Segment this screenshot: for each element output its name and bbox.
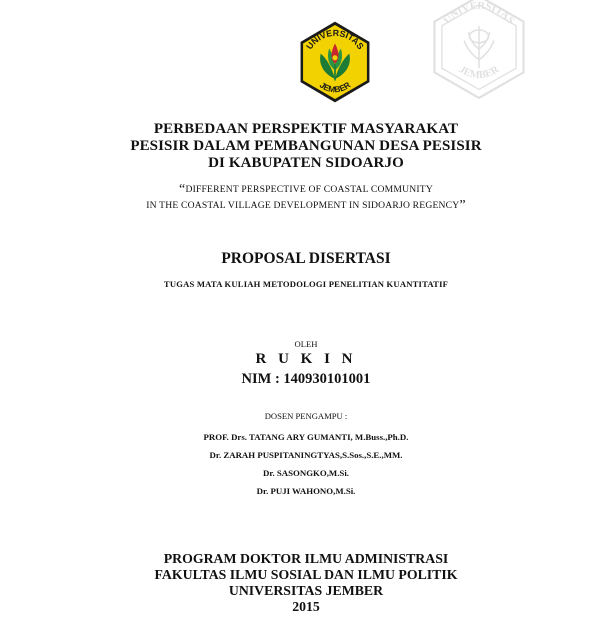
institution-line: FAKULTAS ILMU SOSIAL DAN ILMU POLITIK: [154, 567, 458, 582]
title-line: PERBEDAAN PERSPEKTIF MASYARAKAT: [153, 121, 459, 137]
english-title-line: DIFFERENT PERSPECTIVE OF COASTAL COMMUNITY: [185, 184, 433, 195]
supervisors-list: [0, 428, 612, 500]
supervisor-name: Dr. ZARAH PUSPITANINGTYAS,S.Sos.,S.E.,MM.: [209, 450, 403, 460]
open-quote: “: [179, 182, 186, 197]
year: 2015: [292, 599, 320, 614]
supervisor-name: PROF. Drs. TATANG ARY GUMANTI, M.Buss.,Ph.D.: [203, 432, 409, 442]
english-title-line: IN THE COASTAL VILLAGE DEVELOPMENT IN SIDOARJO REGENCY: [146, 200, 460, 211]
logo-bottom-text: JEMBER: [317, 79, 353, 95]
title-line: PESISIR DALAM PEMBANGUNAN DESA PESISIR: [130, 138, 482, 154]
english-title: [0, 182, 612, 214]
svg-text:UNIVERSITAS: [442, 1, 516, 27]
close-quote: ”: [459, 198, 466, 213]
proposal-heading: PROPOSAL DISERTASI: [221, 250, 391, 267]
author-nim: NIM : 140930101001: [241, 371, 371, 387]
university-seal-watermark: [426, 0, 532, 100]
supervisor-name: Dr. SASONGKO,M.Si.: [263, 468, 349, 478]
supervisor-name: Dr. PUJI WAHONO,M.Si.: [256, 486, 356, 496]
university-logo: [292, 20, 378, 104]
supervisors-label: DOSEN PENGAMPU :: [264, 411, 348, 421]
institution-block: [0, 551, 612, 615]
watermark-bottom-text: JEMBER: [456, 64, 502, 82]
assignment-line: TUGAS MATA KULIAH METODOLOGI PENELITIAN KUANTITATIF: [163, 279, 449, 289]
document-title: [0, 121, 612, 172]
author-name: R U K I N: [255, 351, 357, 367]
logo-top-text: UNIVERSITAS: [304, 27, 366, 52]
by-label: OLEH: [294, 339, 318, 349]
institution-line: PROGRAM DOKTOR ILMU ADMINISTRASI: [163, 551, 449, 566]
watermark-top-text: UNIVERSITAS: [442, 0, 517, 27]
institution-line: UNIVERSITAS JEMBER: [228, 583, 384, 598]
title-line: DI KABUPATEN SIDOARJO: [208, 155, 404, 171]
